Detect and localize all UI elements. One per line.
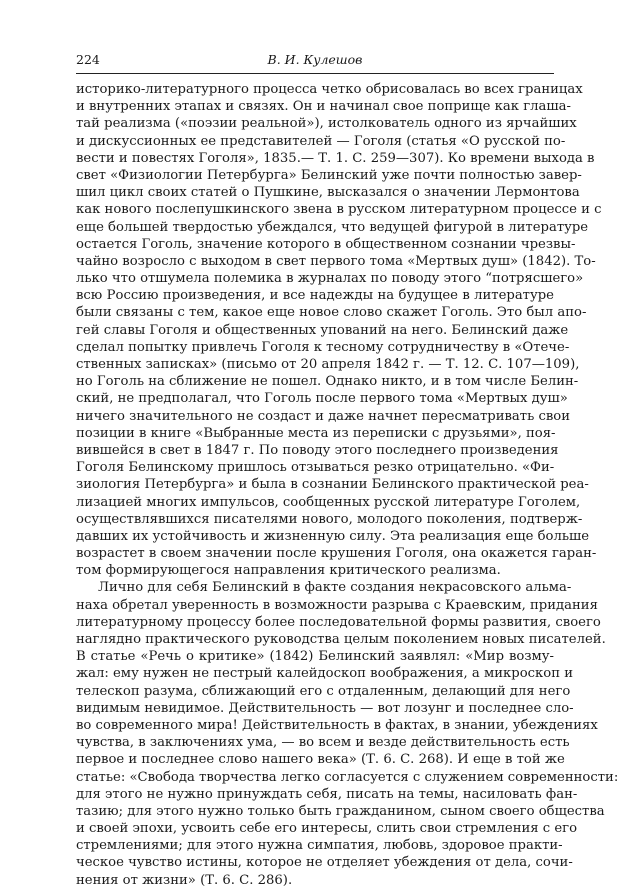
text-line: телескоп разума, сближающий его с отдаленным, делающий для него: [76, 683, 571, 699]
text-line: Лично для себя Белинский в факте создания некрасовского альма-: [98, 580, 572, 596]
text-line: жал: ему нужен не пестрый калейдоскоп воображения, а микроскоп и: [76, 666, 573, 682]
text-line: тазию; для этого нужно только быть гражданином, сыном своего общества: [76, 803, 605, 819]
text-line: сделал попытку привлечь Гоголя к тесному сотрудничеству в «Отече-: [76, 339, 570, 355]
text-line: гей славы Гоголя и общественных упований на него. Белинский даже: [76, 322, 569, 338]
text-line: чувства, в заключениях ума, — во всем и везде действительность есть: [76, 735, 570, 751]
text-line: вести и повестях Гоголя», 1835.— Т. 1. С. 259—307). Ко времени выхода в: [76, 150, 595, 166]
text-line: позиции в книге «Выбранные места из переписки с друзьями», поя-: [76, 425, 556, 441]
text-line: Гоголя Белинскому пришлось отзываться резко отрицательно. «Фи-: [76, 460, 555, 476]
text-line: историко-литературного процесса четко обрисовалась во всех границах: [76, 82, 583, 97]
text-line: ничего значительного не создаст и даже начнет пересматривать свои: [76, 408, 570, 424]
text-line: для этого не нужно принуждать себя, писать на темы, насиловать фан-: [76, 786, 578, 802]
text-line: и внутренних этапах и связях. Он и начинал свое поприще как глаша-: [76, 99, 571, 115]
header-rule: [76, 73, 554, 74]
text-line: ский, не предполагал, что Гоголь после первого тома «Мертвых душ»: [76, 391, 568, 407]
page-number: 224: [76, 52, 100, 67]
text-line: были связаны с тем, какое еще новое слово скажет Гоголь. Это был апо-: [76, 305, 587, 321]
body-text: [76, 81, 619, 889]
text-line: свет «Физиологии Петербурга» Белинский уже почти полностью завер-: [76, 167, 582, 183]
text-line: лько что отшумела полемика в журналах по поводу этого “потрясшего»: [76, 271, 584, 287]
text-line: возрастет в своем значении после крушения Гоголя, она окажется гаран-: [76, 546, 597, 562]
text-line: тай реализма («поэзии реальной»), истолкователь одного из ярчайших: [76, 116, 577, 132]
text-line: стремлениями; для этого нужна симпатия, любовь, здоровое практи-: [76, 838, 563, 854]
text-line: статье: «Свобода творчества легко согласуется с служением современности:: [76, 769, 619, 785]
text-line: ственных записках» (письмо от 20 апреля 1842 г. — Т. 12. С. 107—109),: [76, 357, 580, 372]
text-line: давших их устойчивость и жизненную силу. Эта реализация еще больше: [76, 528, 590, 544]
text-line: ческое чувство истины, которое не отделяет убеждения от дела, сочи-: [76, 855, 573, 871]
text-line: но Гоголь на сближение не пошел. Однако никто, и в том числе Белин-: [76, 374, 579, 390]
text-line: и своей эпохи, усвоить себе его интересы, слить свои стремления с его: [76, 821, 578, 837]
text-line: наглядно практического руководства целым поколением новых писателей.: [76, 632, 606, 647]
page-header: [76, 52, 554, 74]
text-line: зиология Петербурга» и была в сознании Белинского практической реа-: [76, 477, 589, 493]
text-line: В статье «Речь о критике» (1842) Белинский заявлял: «Мир возму-: [76, 649, 554, 665]
text-line: первое и последнее слово нашего века» (Т. 6. С. 268). И еще в той же: [76, 752, 565, 768]
text-line: шил цикл своих статей о Пушкине, высказался о значении Лермонтова: [76, 185, 580, 201]
text-line: во современного мира! Действительность в фактах, в знании, убеждениях: [76, 717, 598, 733]
text-line: еще большей твердостью убеждался, что ведущей фигурой в литературе: [76, 219, 589, 235]
text-line: видимым невидимое. Действительность — вот лозунг и последнее сло-: [76, 700, 574, 716]
running-head: В. И. Кулешов: [267, 52, 363, 67]
text-line: и дискуссионных ее представителей — Гоголя (статья «О русской по-: [76, 133, 566, 149]
text-line: остается Гоголь, значение которого в общественном сознании чрезвы-: [76, 236, 576, 252]
text-line: том формирующегося направления критического реализма.: [76, 563, 501, 579]
text-line: вившейся в свет в 1847 г. По поводу этого последнего произведения: [76, 442, 559, 458]
text-line: как нового послепушкинского звена в русском литературном процессе и с: [76, 202, 602, 218]
paragraph: [76, 81, 602, 579]
text-line: литературному процессу более последовательной формы развития, своего: [76, 614, 601, 630]
text-line: лизацией многих импульсов, сообщенных русской литературе Гоголем,: [76, 494, 581, 510]
text-line: нения от жизни» (Т. 6. С. 286).: [76, 872, 293, 888]
text-line: чайно возросло с выходом в свет первого тома «Мертвых душ» (1842). То-: [76, 253, 596, 269]
text-line: осуществлявшихся писателями нового, молодого поколения, подтверж-: [76, 511, 583, 527]
text-line: наха обретал уверенность в возможности разрыва с Краевским, придания: [76, 597, 598, 613]
text-line: всю Россию произведения, и все надежды на будущее в литературе: [76, 288, 554, 304]
paragraph: [76, 579, 619, 888]
